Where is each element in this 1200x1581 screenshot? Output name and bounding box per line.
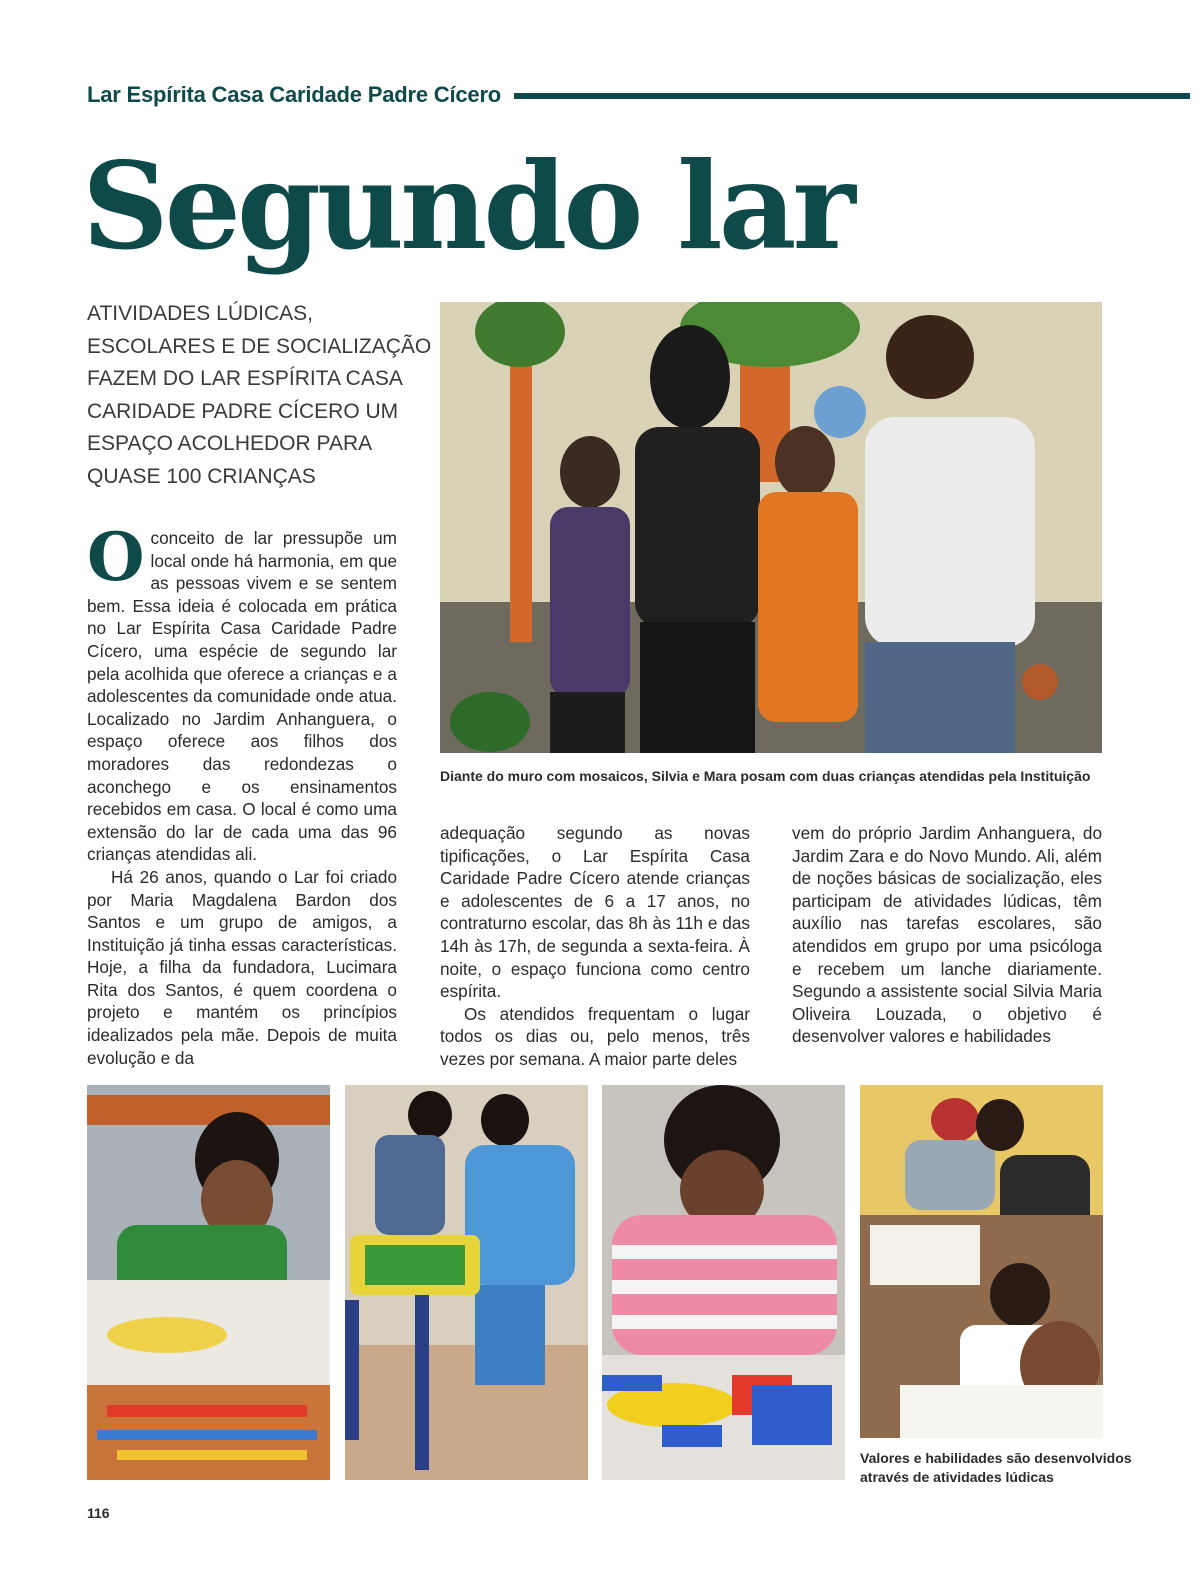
main-photo [440,302,1102,753]
paragraph [87,518,397,866]
deck-text: ATIVIDADES LÚDICAS, ESCOLARES E DE SOCIALIZAÇÃO FAZEM DO LAR ESPÍRITA CASA CARIDADE PADRE CÍCERO UM ESPAÇO ACOLHEDOR PARA QUASE 100 CRIANÇAS [87,302,432,488]
text-column-1 [87,518,397,1069]
bottom-photo-caption: Valores e habilidades são desenvolvidos através de atividades lúdicas [860,1450,1132,1485]
headline: Segundo lar [82,136,852,277]
section-rule [514,93,1190,99]
photo-boy-drawing [87,1085,330,1480]
paragraph: adequação segundo as novas tipificações, o Lar Espírita Casa Caridade Padre Cícero atende crianças e adolescentes de 6 a 17 anos, no contraturno escolar, das 8h às 11h e das 14h às 17h, de segunda a sexta-feira. À noite, o espaço funciona como centro espírita. [440,823,750,1002]
text-column-2 [440,822,750,1071]
paragraph: vem do próprio Jardim Anhanguera, do Jardim Zara e do Novo Mundo. Ali, além de noções básicas de socialização, eles participam de atividades lúdicas, têm auxílio nas tarefas escolares, são atendidos em grupo por uma psicóloga e recebem um lanche diariamente. Segundo a assistente social Silvia Maria Oliveira Louzada, o objetivo é desenvolver valores e habilidades [792,823,1102,1047]
page-number: 116 [87,1505,110,1521]
photo-table-activities [860,1085,1103,1438]
main-photo-caption: Diante do muro com mosaicos, Silvia e Mara posam com duas crianças atendidas pela Instituição [440,768,1091,784]
photo-foosball [345,1085,588,1480]
paragraph-text: conceito de lar pressupõe um local onde há harmonia, em que as pessoas vivem e se sentem bem. Essa ideia é colocada em prática no Lar Espírita Casa Caridade Padre Cícero, uma espécie de segundo lar pela acolhida que oferece a crianças e a adolescentes da comunidade onde atua. Localizado no Jardim Anhanguera, o espaço oferece aos filhos dos moradores das redondezas o aconchego e os ensinamentos recebidos em casa. O local é como uma extensão do lar de cada uma das 96 crianças atendidas ali. [87,528,397,865]
drop-cap: O [87,518,145,596]
paragraph: Há 26 anos, quando o Lar foi criado por Maria Magdalena Bardon dos Santos e um grupo de amigos, a Instituição já tinha essas características. Hoje, a filha da fundadora, Lucimara Rita dos Santos, é quem coordena o projeto e mantém os princípios idealizados pela mãe. Depois de muita evolução e da [87,866,397,1068]
photo-girl-blocks [602,1085,845,1480]
text-column-3 [792,822,1102,1048]
section-title: Lar Espírita Casa Caridade Padre Cícero [87,82,502,107]
paragraph: Os atendidos frequentam o lugar todos os dias ou, pelo menos, três vezes por semana. A maior parte deles [440,1003,750,1069]
